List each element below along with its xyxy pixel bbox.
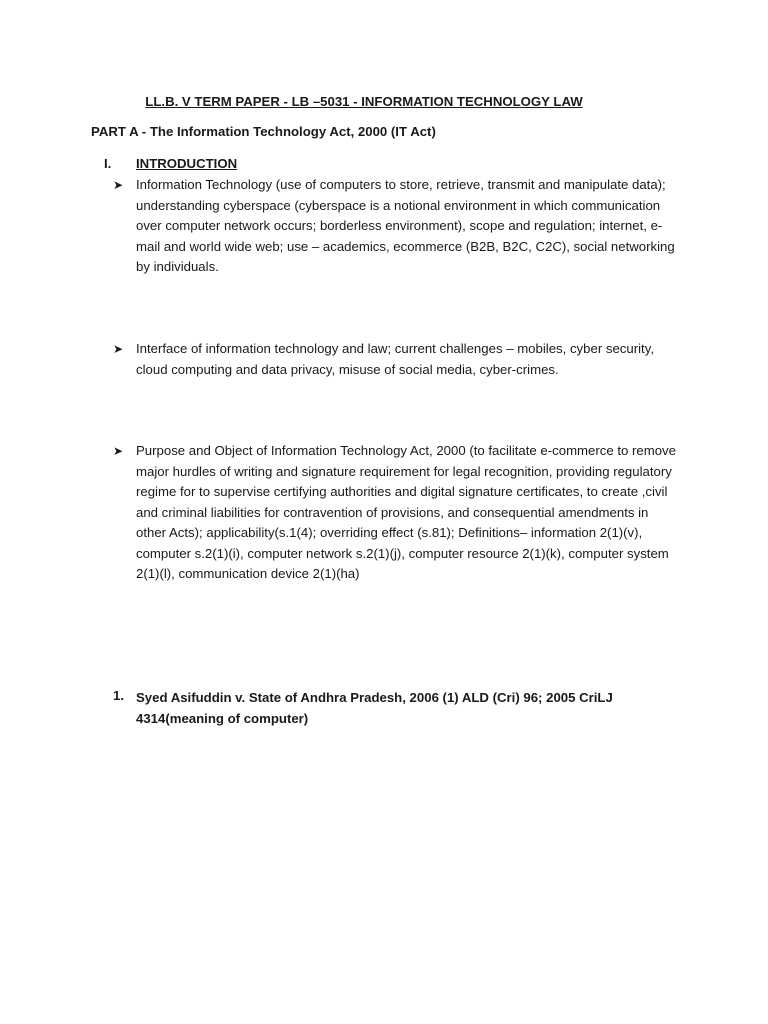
bullet-item: Interface of information technology and law; current challenges – mobiles, cyber security, cloud computing and data privacy, misuse of social media, cyber-crimes. [136,341,654,377]
case-number: 1. [113,688,124,703]
bullet-item: Information Technology (use of computers to store, retrieve, transmit and manipulate data); understanding cyberspace (cyberspace is a notional environment in which communication over computer network occurs; borderless environment), scope and regulation; internet, e-mail and world wide web; use – academics, ecommerce (B2B, B2C, C2C), social networking by individuals. [136,177,675,274]
case-citation: Syed Asifuddin v. State of Andhra Pradesh, 2006 (1) ALD (Cri) 96; 2005 CriLJ 4314(meaning of computer) [136,690,613,726]
section-number: I. [104,156,112,171]
section-title: INTRODUCTION [136,156,238,171]
document-title: LL.B. V TERM PAPER - LB –5031 - INFORMATION TECHNOLOGY LAW [145,94,583,109]
bullet-item: Purpose and Object of Information Technology Act, 2000 (to facilitate e-commerce to remove major hurdles of writing and signature requirement for legal recognition, providing regulatory regime for to supervise certifying authorities and digital signature certificates, to create ,civil and criminal liabilities for contravention of provisions, and consequential amendments in other Acts); applicability(s.1(4); overriding effect (s.81); Definitions– information 2(1)(v), computer s.2(1)(i), computer network s.2(1)(j), computer resource 2(1)(k), computer system 2(1)(l), communication device 2(1)(ha) [136,443,676,581]
part-heading: PART A - The Information Technology Act, 2000 (IT Act) [91,124,436,139]
arrowhead-bullet-icon: ➤ [113,342,124,356]
arrowhead-bullet-icon: ➤ [113,444,124,458]
arrowhead-bullet-icon: ➤ [113,178,124,192]
